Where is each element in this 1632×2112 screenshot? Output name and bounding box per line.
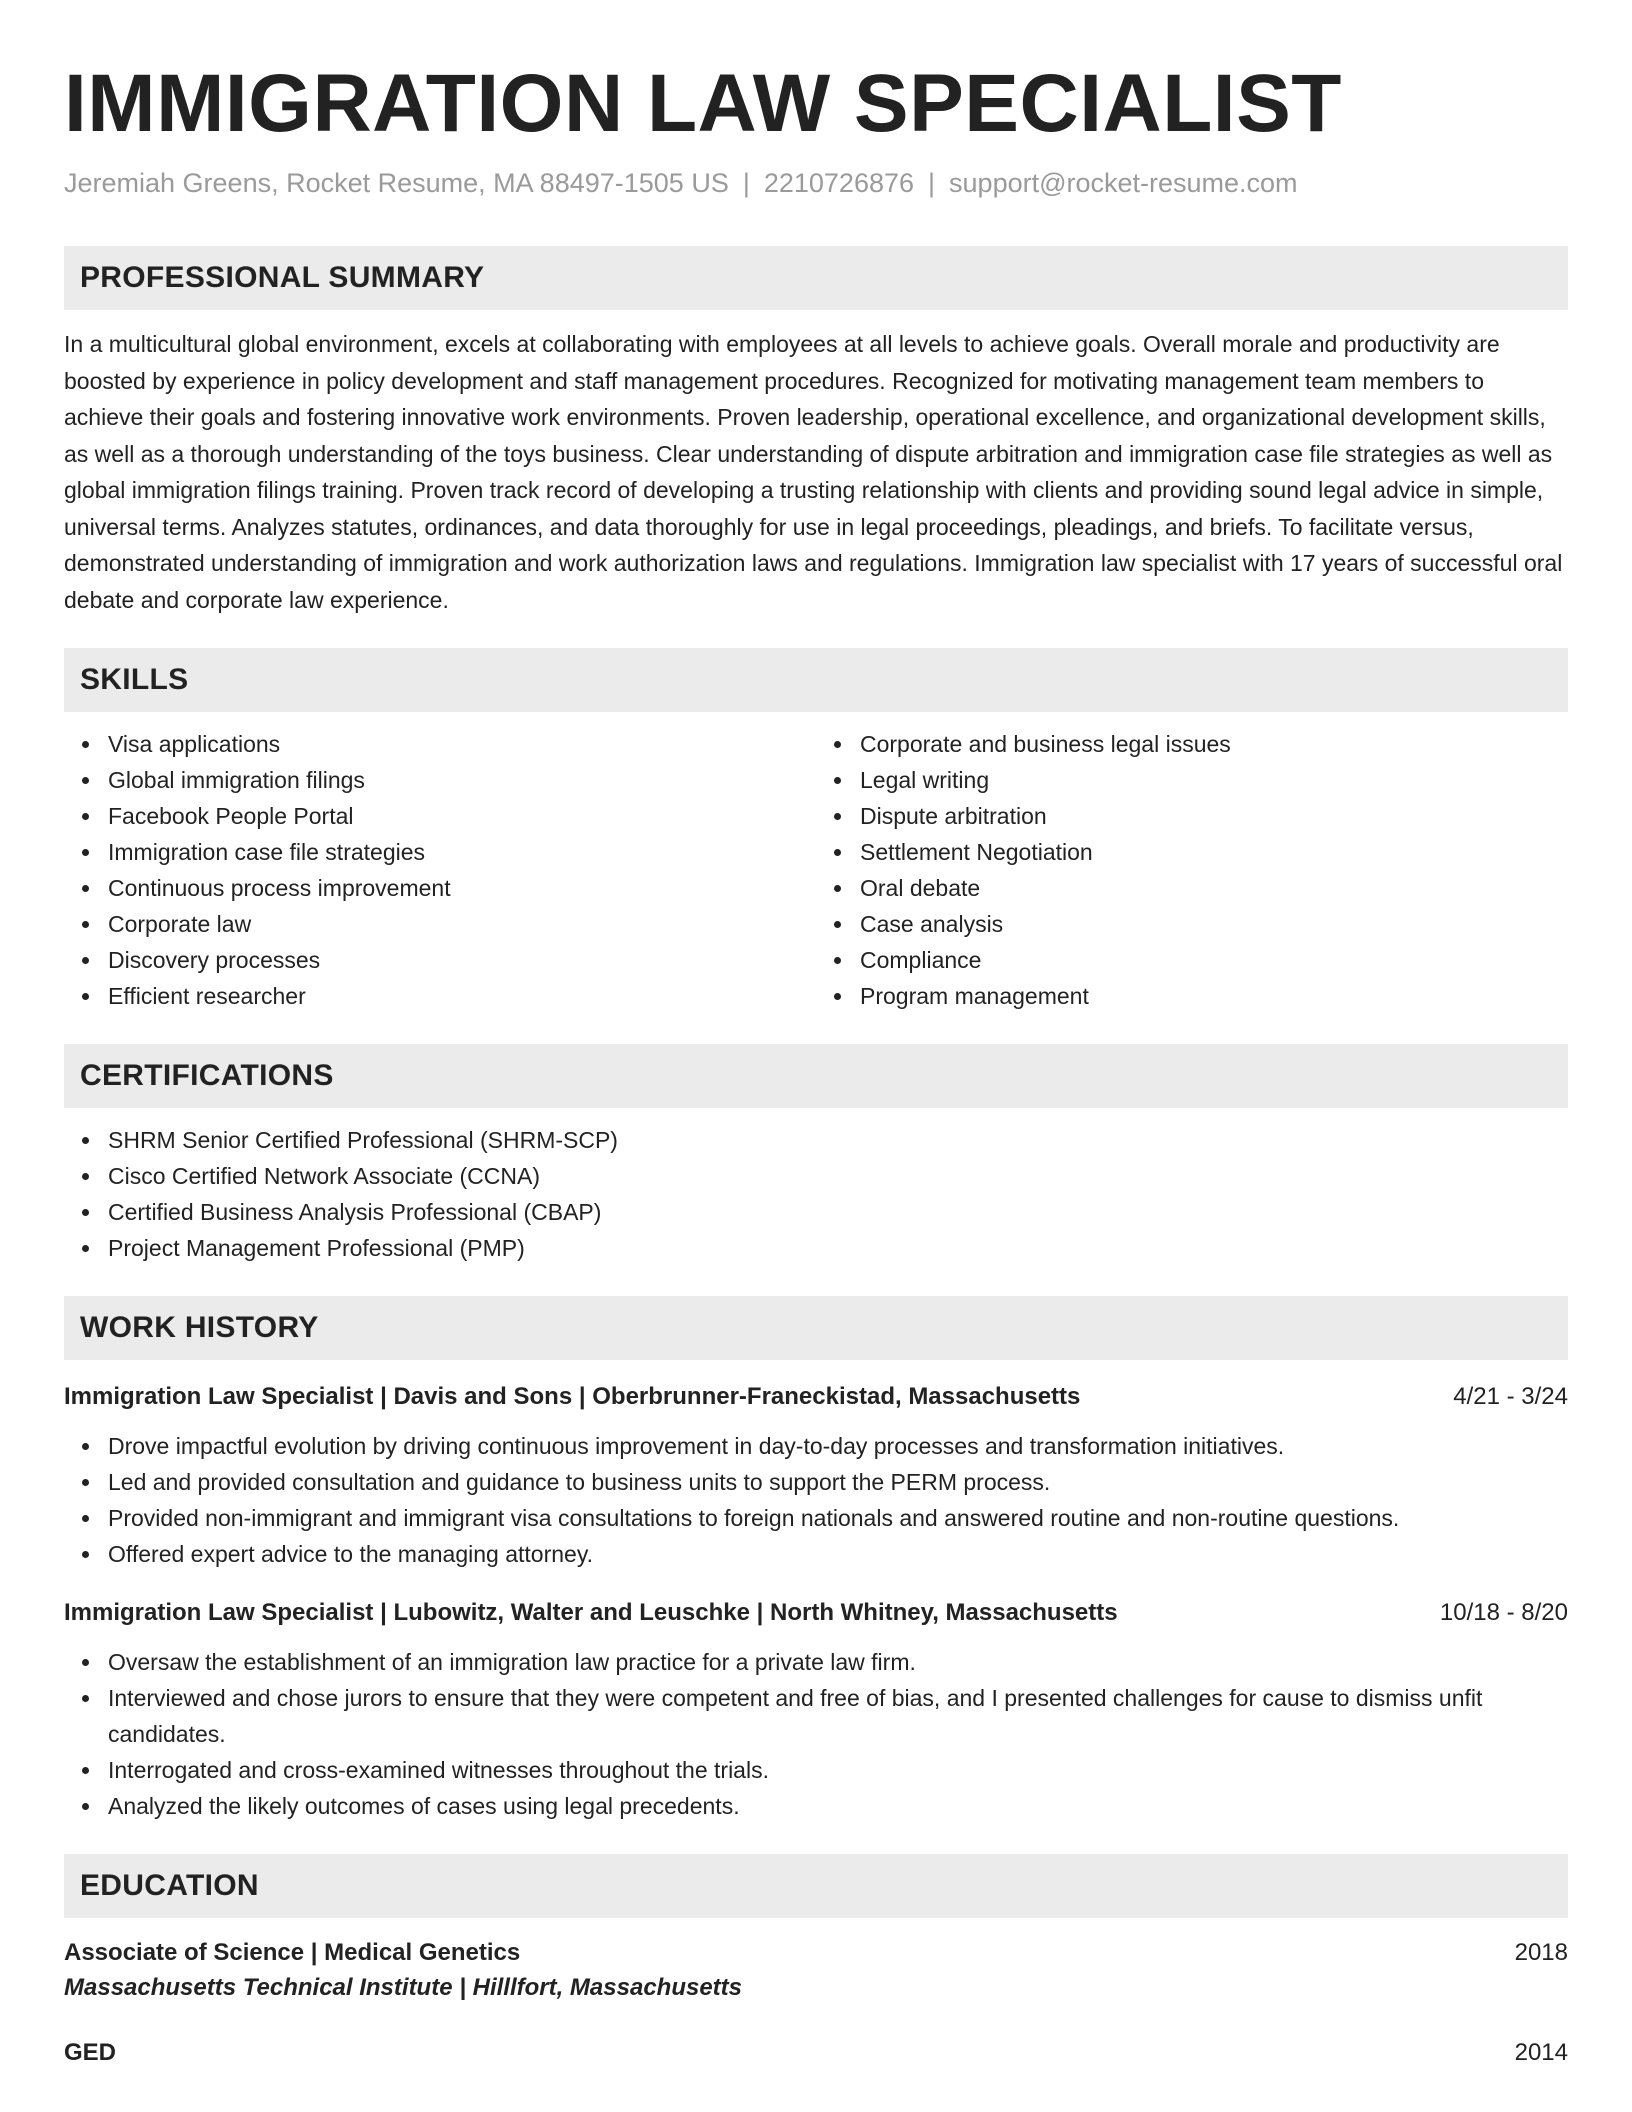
job-bullets bbox=[64, 1428, 1568, 1572]
skills-list-left bbox=[64, 726, 816, 1014]
job-dates: 10/18 - 8/20 bbox=[1439, 1599, 1568, 1626]
job-entry bbox=[64, 1380, 1568, 1572]
job-bullet: Offered expert advice to the managing attorney. bbox=[108, 1536, 1568, 1572]
skill-item: Compliance bbox=[860, 942, 1568, 978]
section-header-skills bbox=[64, 648, 1568, 712]
skill-item: Continuous process improvement bbox=[108, 870, 816, 906]
job-role-line: Immigration Law Specialist | Davis and Sons | Oberbrunner-Franeckistad, Massachusetts bbox=[64, 1383, 1081, 1410]
section-header-certifications bbox=[64, 1044, 1568, 1108]
skills-grid bbox=[64, 726, 1568, 1014]
job-bullets bbox=[64, 1644, 1568, 1824]
skills-list-right bbox=[816, 726, 1568, 1014]
section-title-certifications: CERTIFICATIONS bbox=[80, 1059, 334, 1092]
skill-item: Visa applications bbox=[108, 726, 816, 762]
contact-line bbox=[64, 166, 1568, 200]
job-bullet: Led and provided consultation and guidance to business units to support the PERM process. bbox=[108, 1464, 1568, 1500]
job-bullet: Oversaw the establishment of an immigration law practice for a private law firm. bbox=[108, 1644, 1568, 1680]
section-header-summary bbox=[64, 246, 1568, 310]
job-bullet: Analyzed the likely outcomes of cases using legal precedents. bbox=[108, 1788, 1568, 1824]
job-dates: 4/21 - 3/24 bbox=[1453, 1383, 1568, 1410]
job-bullet: Provided non-immigrant and immigrant visa consultations to foreign nationals and answered routine and non-routine questions. bbox=[108, 1500, 1568, 1536]
section-header-work-history bbox=[64, 1296, 1568, 1360]
certification-item: Cisco Certified Network Associate (CCNA) bbox=[108, 1158, 1568, 1194]
skill-item: Legal writing bbox=[860, 762, 1568, 798]
section-title-education: EDUCATION bbox=[80, 1869, 259, 1902]
skill-item: Immigration case file strategies bbox=[108, 834, 816, 870]
skill-item: Settlement Negotiation bbox=[860, 834, 1568, 870]
skill-item: Facebook People Portal bbox=[108, 798, 816, 834]
education-degree: Associate of Science | Medical Genetics bbox=[64, 1939, 521, 1966]
contact-address: Jeremiah Greens, Rocket Resume, MA 88497-1505 US bbox=[64, 168, 729, 198]
section-title-summary: PROFESSIONAL SUMMARY bbox=[80, 261, 485, 294]
certification-item: Project Management Professional (PMP) bbox=[108, 1230, 1568, 1266]
certifications-list bbox=[64, 1122, 1568, 1266]
skill-item: Efficient researcher bbox=[108, 978, 816, 1014]
skill-item: Oral debate bbox=[860, 870, 1568, 906]
skill-item: Discovery processes bbox=[108, 942, 816, 978]
job-bullet: Interrogated and cross-examined witnesses throughout the trials. bbox=[108, 1752, 1568, 1788]
skill-item: Program management bbox=[860, 978, 1568, 1014]
skill-item: Global immigration filings bbox=[108, 762, 816, 798]
job-entry bbox=[64, 1596, 1568, 1824]
education-school: Massachusetts Technical Institute | Hilllfort, Massachusetts bbox=[64, 1974, 743, 2001]
summary-text: In a multicultural global environment, excels at collaborating with employees at all levels to achieve goals. Overall morale and productivity are boosted by experience in policy development and staff management procedures. Recognized for motivating management team members to achieve their goals and fostering innovative work environments. Proven leadership, operational excellence, and organizational development skills, as well as a thorough understanding of the toys business. Clear understanding of dispute arbitration and immigration case file strategies as well as global immigration filings training. Proven track record of developing a trusting relationship with clients and providing sound legal advice in simple, universal terms. Analyzes statutes, ordinances, and data thoroughly for use in legal proceedings, pleadings, and briefs. To facilitate versus, demonstrated understanding of immigration and work authorization laws and regulations. Immigration law specialist with 17 years of successful oral debate and corporate law experience. bbox=[64, 331, 1563, 613]
skill-item: Dispute arbitration bbox=[860, 798, 1568, 834]
contact-separator: | bbox=[742, 168, 750, 198]
education-year: 2018 bbox=[1514, 1939, 1568, 1966]
section-title-skills: SKILLS bbox=[80, 663, 189, 696]
section-header-education bbox=[64, 1854, 1568, 1918]
resume-title: IMMIGRATION LAW SPECIALIST bbox=[64, 58, 1342, 149]
skill-item: Corporate law bbox=[108, 906, 816, 942]
contact-email: support@rocket-resume.com bbox=[949, 168, 1298, 198]
education-degree: GED bbox=[64, 2039, 117, 2066]
certification-item: SHRM Senior Certified Professional (SHRM-SCP) bbox=[108, 1122, 1568, 1158]
contact-separator: | bbox=[928, 168, 936, 198]
education-entry bbox=[64, 2036, 1568, 2070]
education-entry bbox=[64, 1936, 1568, 2006]
job-header bbox=[64, 1380, 1568, 1414]
skill-item: Corporate and business legal issues bbox=[860, 726, 1568, 762]
job-bullet: Drove impactful evolution by driving continuous improvement in day-to-day processes and transformation initiatives. bbox=[108, 1428, 1568, 1464]
job-role-line: Immigration Law Specialist | Lubowitz, Walter and Leuschke | North Whitney, Massachusetts bbox=[64, 1599, 1118, 1626]
skill-item: Case analysis bbox=[860, 906, 1568, 942]
contact-phone: 2210726876 bbox=[763, 168, 915, 198]
job-bullet: Interviewed and chose jurors to ensure that they were competent and free of bias, and I presented challenges for cause to dismiss unfit candidates. bbox=[108, 1680, 1568, 1752]
education-header bbox=[64, 2036, 1568, 2070]
section-title-work-history: WORK HISTORY bbox=[80, 1311, 319, 1344]
education-header bbox=[64, 1936, 1568, 1970]
education-year: 2014 bbox=[1514, 2039, 1568, 2066]
job-header bbox=[64, 1596, 1568, 1630]
certification-item: Certified Business Analysis Professional (CBAP) bbox=[108, 1194, 1568, 1230]
